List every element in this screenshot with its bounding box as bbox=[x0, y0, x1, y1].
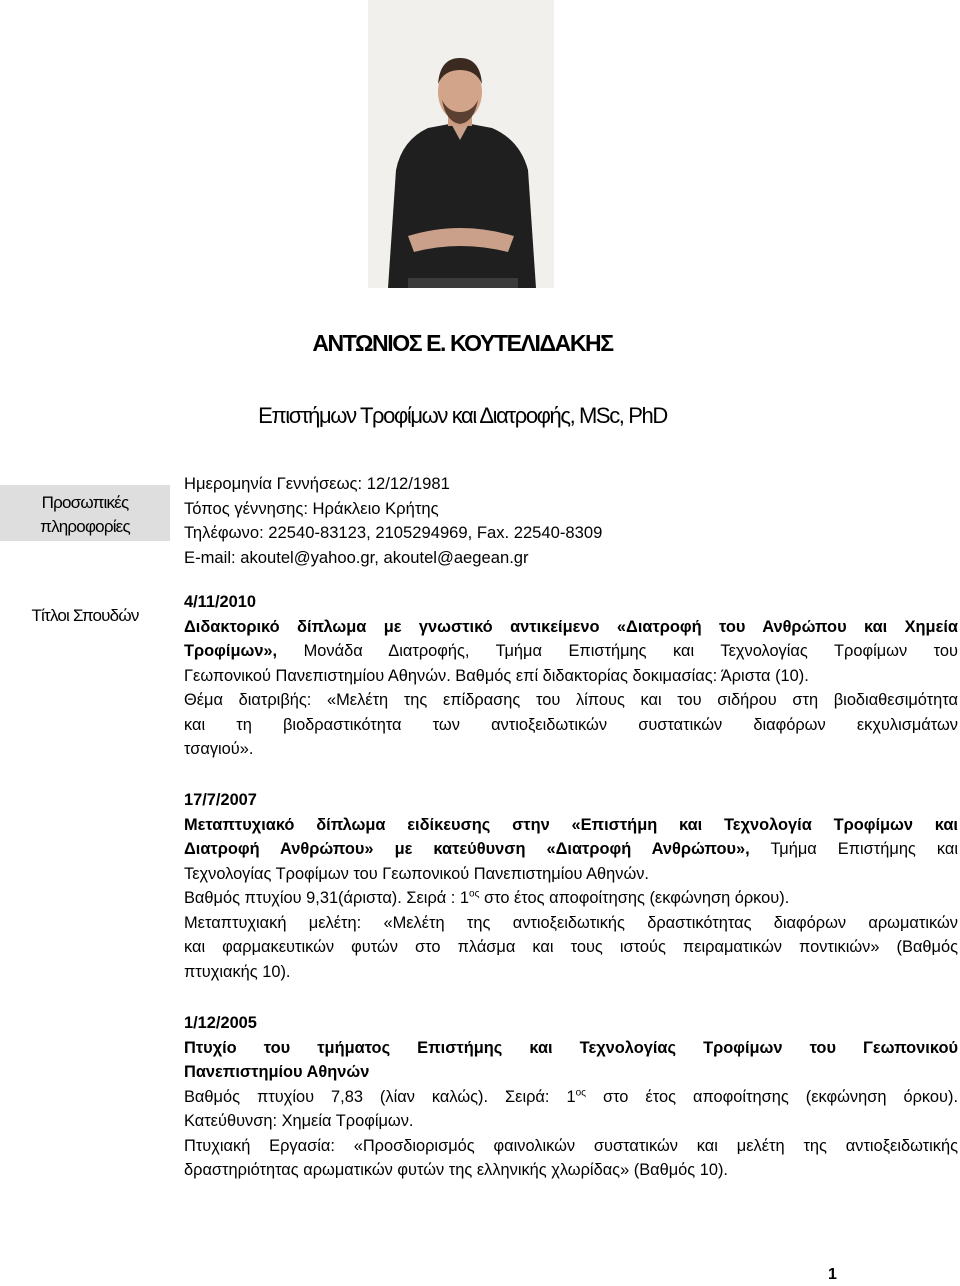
professional-title: Επιστήμων Τροφίμων και Διατροφής, MSc, PhD bbox=[258, 403, 667, 428]
degree-date: 1/12/2005 bbox=[184, 1014, 257, 1032]
thesis-line: Μεταπτυχιακή μελέτη: «Μελέτη της αντιοξειδωτικής δραστικότητας διαφόρων αρωματικών bbox=[184, 913, 958, 932]
degree-department: Μονάδα Διατροφής, Τμήμα Επιστήμης και Τεχνολογίας Τροφίμων του bbox=[277, 642, 958, 660]
studies-label: Τίτλοι Σπουδών bbox=[31, 606, 139, 625]
degree-title-cont: Διατροφή Ανθρώπου» με κατεύθυνση «Διατροφή Ανθρώπου», bbox=[184, 840, 750, 858]
email-line: E-mail: akoutel@yahoo.gr, akoutel@aegean.gr bbox=[184, 547, 529, 567]
degree-date: 4/11/2010 bbox=[184, 593, 257, 611]
profile-photo bbox=[368, 0, 554, 288]
degree-date: 17/7/2007 bbox=[184, 791, 257, 809]
thesis-line: και τη βιοδραστικότητα των αντιοξειδωτικών συστατικών διαφόρων εκχυλισμάτων bbox=[184, 715, 958, 734]
degree-grade: Γεωπονικού Πανεπιστημίου Αθηνών. Βαθμός επί διδακτορίας δοκιμασίας: Άριστα (10). bbox=[184, 666, 809, 685]
degree-entry-bsc bbox=[184, 1011, 958, 1183]
person-name: ΑΝΤΩΝΙΟΣ Ε. ΚΟΥΤΕΛΙΔΑΚΗΣ bbox=[312, 330, 613, 356]
degree-title-cont: Πανεπιστημίου Αθηνών bbox=[184, 1063, 370, 1081]
degree-direction: Κατεύθυνση: Χημεία Τροφίμων. bbox=[184, 1112, 414, 1130]
thesis-line: τσαγιού». bbox=[184, 740, 254, 758]
degree-title: Διδακτορικό δίπλωμα με γνωστικό αντικείμενο «Διατροφή του Ανθρώπου και Χημεία bbox=[184, 617, 958, 636]
phone-line: Τηλέφωνο: 22540-83123, 2105294969, Fax. 22540-8309 bbox=[184, 523, 603, 542]
degree-grade: Βαθμός πτυχίου 9,31(άριστα). Σειρά : $1^{o\varsigma}$ στο έτος αποφοίτησης (εκφώνηση όρκου). bbox=[184, 888, 790, 907]
personal-info-label: Προσωπικές πληροφορίες bbox=[0, 485, 170, 541]
personal-info-block bbox=[184, 472, 958, 570]
degree-department: Τμήμα Επιστήμης και bbox=[749, 840, 958, 858]
thesis-line: και φαρμακευτικών φυτών στο πλάσμα και τους ιστούς πειραματικών ποντικιών» (Βαθμός bbox=[184, 938, 958, 956]
degree-institution: Τεχνολογίας Τροφίμων του Γεωπονικού Πανεπιστημίου Αθηνών. bbox=[184, 864, 649, 883]
page-number: 1 bbox=[828, 1266, 837, 1283]
degree-entry-phd bbox=[184, 590, 958, 762]
thesis-line: Θέμα διατριβής: «Μελέτη της επίδρασης του λίπους και του σιδήρου στη βιοδιαθεσιμότητα bbox=[184, 691, 958, 709]
birthdate-line: Ημερομηνία Γεννήσεως: 12/12/1981 bbox=[184, 474, 450, 493]
degree-title: Μεταπτυχιακό δίπλωμα ειδίκευσης στην «Επιστήμη και Τεχνολογία Τροφίμων και bbox=[184, 815, 958, 834]
thesis-line: δραστηριότητας αρωματικών φυτών της ελληνικής χλωρίδας» (Βαθμός 10). bbox=[184, 1161, 728, 1179]
degree-title: Πτυχίο του τμήματος Επιστήμης και Τεχνολογίας Τροφίμων του Γεωπονικού bbox=[184, 1038, 958, 1057]
degree-grade: Βαθμός πτυχίου 7,83 (λίαν καλώς). Σειρά: $1^{o\varsigma}$ στο έτος αποφοίτησης (εκφώνηση όρκου). bbox=[184, 1087, 958, 1106]
thesis-line: πτυχιακής 10). bbox=[184, 962, 291, 981]
degree-entry-msc bbox=[184, 788, 958, 984]
thesis-line: Πτυχιακή Εργασία: «Προσδιορισμός φαινολικών συστατικών και μελέτη της αντιοξειδωτικής bbox=[184, 1136, 958, 1155]
birthplace-line: Τόπος γέννησης: Ηράκλειο Κρήτης bbox=[184, 498, 439, 518]
degree-title-cont: Τροφίμων», bbox=[184, 642, 278, 660]
